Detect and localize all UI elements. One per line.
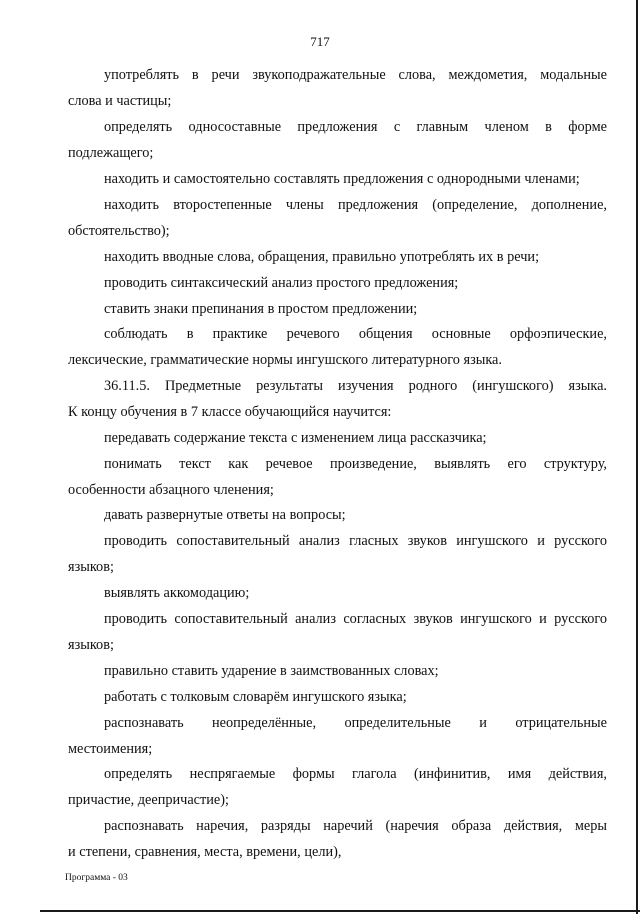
text-line: и степени, сравнения, места, времени, цели), — [68, 844, 342, 860]
text-line: ставить знаки препинания в простом предложении; — [104, 301, 418, 317]
page-number: 717 — [310, 34, 330, 49]
text-line: понимать текст как речевое произведение, выявлять его структуру, — [104, 456, 607, 472]
scan-edge-right — [636, 0, 638, 914]
text-line: правильно ставить ударение в заимствованных словах; — [104, 663, 439, 679]
text-line: проводить сопоставительный анализ согласных звуков ингушского и русского — [104, 611, 607, 627]
text-line: языков; — [68, 637, 114, 653]
page-footer: Программа - 03 — [65, 873, 128, 883]
text-line: передавать содержание текста с изменением лица рассказчика; — [104, 430, 487, 446]
text-line: языков; — [68, 559, 114, 575]
text-line: определять неспрягаемые формы глагола (инфинитив, имя действия, — [104, 766, 607, 782]
text-line: находить второстепенные члены предложения (определение, дополнение, — [104, 197, 607, 213]
text-line: подлежащего; — [68, 145, 154, 161]
text-line: давать развернутые ответы на вопросы; — [104, 507, 346, 523]
text-line: особенности абзацного членения; — [68, 482, 274, 498]
text-line: определять односоставные предложения с главным членом в форме — [104, 119, 607, 135]
text-line: распознавать неопределённые, определительные и отрицательные — [104, 715, 607, 731]
text-line: К концу обучения в 7 классе обучающийся научится: — [68, 404, 392, 420]
text-line: слова и частицы; — [68, 93, 172, 109]
text-line: причастие, деепричастие); — [68, 792, 230, 808]
text-line: местоимения; — [68, 741, 153, 757]
text-line: находить и самостоятельно составлять предложения с однородными членами; — [104, 171, 580, 187]
text-line: употреблять в речи звукоподражательные слова, междометия, модальные — [104, 67, 607, 83]
text-line: обстоятельство); — [68, 223, 170, 239]
text-line: распознавать наречия, разряды наречий (наречия образа действия, меры — [104, 818, 607, 834]
scan-edge-bottom — [40, 910, 640, 912]
text-line: проводить сопоставительный анализ гласных звуков ингушского и русского — [104, 533, 607, 549]
section-heading-line: 36.11.5. Предметные результаты изучения родного (ингушского) языка. — [104, 378, 607, 394]
text-line: находить вводные слова, обращения, правильно употреблять их в речи; — [104, 249, 540, 265]
text-line: лексические, грамматические нормы ингушского литературного языка. — [68, 352, 502, 368]
text-line: выявлять аккомодацию; — [104, 585, 250, 601]
text-line: работать с толковым словарём ингушского языка; — [104, 689, 407, 705]
text-line: проводить синтаксический анализ простого предложения; — [104, 275, 459, 291]
text-line: соблюдать в практике речевого общения основные орфоэпические, — [104, 326, 607, 342]
